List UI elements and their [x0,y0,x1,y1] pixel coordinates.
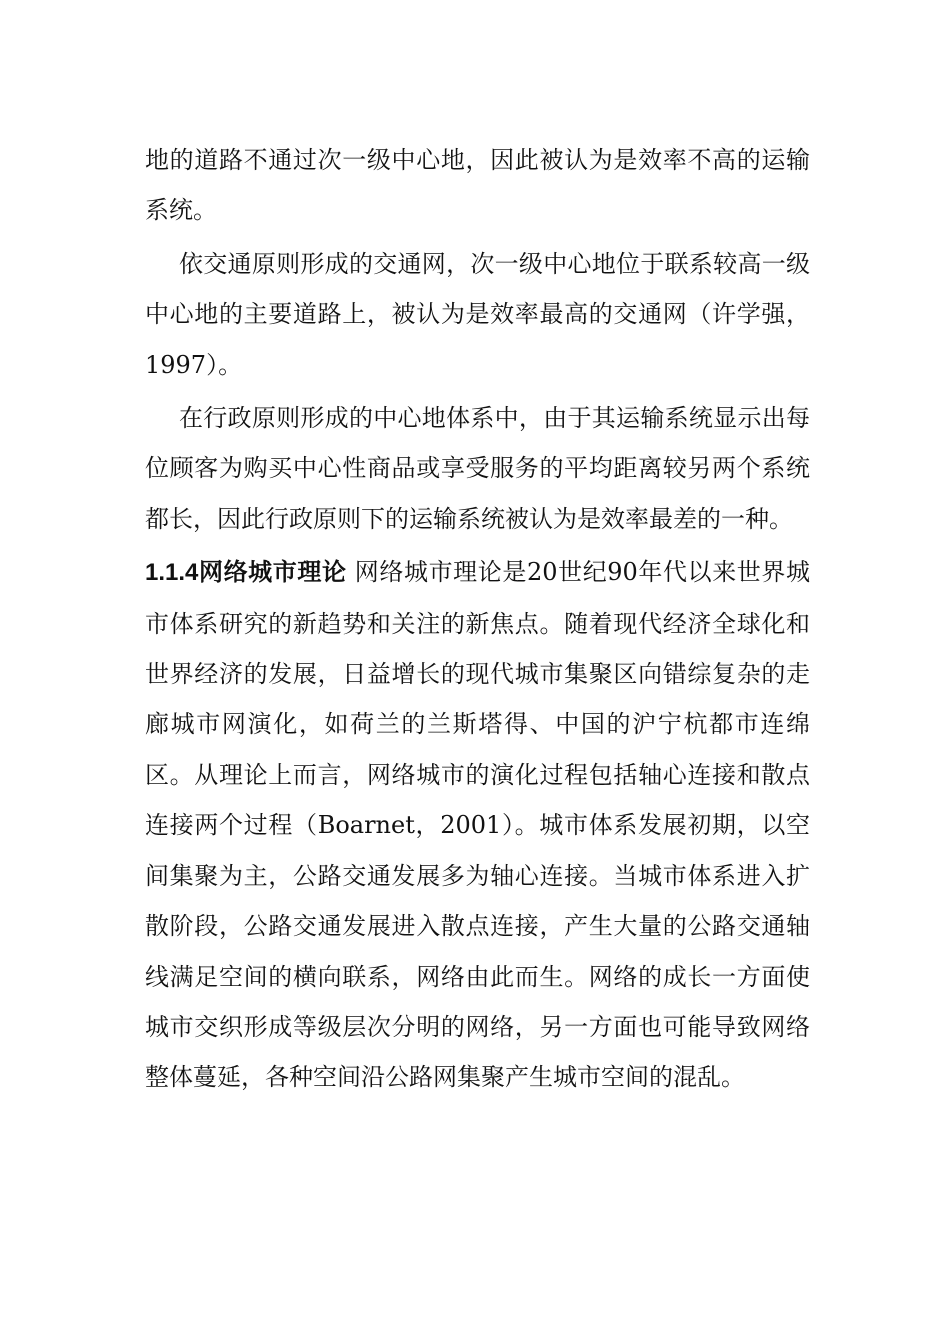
paragraph-continuation: 地的道路不通过次一级中心地，因此被认为是效率不高的运输系统。 [145,146,810,225]
paragraph-traffic-principle: 依交通原则形成的交通网，次一级中心地位于联系较高一级中心地的主要道路上，被认为是效率最高的交通网（许学强，1997）。 [145,249,810,379]
section-title: 网络城市理论 [198,558,347,587]
document-body [145,135,810,1106]
section-network-city [145,547,810,1102]
paragraph-administrative-principle: 在行政原则形成的中心地体系中，由于其运输系统显示出每位顾客为购买中心性商品或享受服务的平均距离较另两个系统都长，因此行政原则下的运输系统被认为是效率最差的一种。 [145,404,810,533]
section-number: 1.1.4 [145,559,199,587]
section-body: 网络城市理论是20世纪90年代以来世界城市体系研究的新趋势和关注的新焦点。随着现代经济全球化和世界经济的发展，日益增长的现代城市集聚区向错综复杂的走廊城市网演化，如荷兰的兰斯塔得、中国的沪宁杭都市连绵区。从理论上而言，网络城市的演化过程包括轴心连接和散点连接两个过程（Boarnet，2001）。城市体系发展初期，以空间集聚为主，公路交通发展多为轴心连接。当城市体系进入扩散阶段，公路交通发展进入散点连接，产生大量的公路交通轴线满足空间的横向联系，网络由此而生。网络的成长一方面使城市交织形成等级层次分明的网络，另一方面也可能导致网络整体蔓延，各种空间沿公路网集聚产生城市空间的混乱。 [145,558,810,1092]
